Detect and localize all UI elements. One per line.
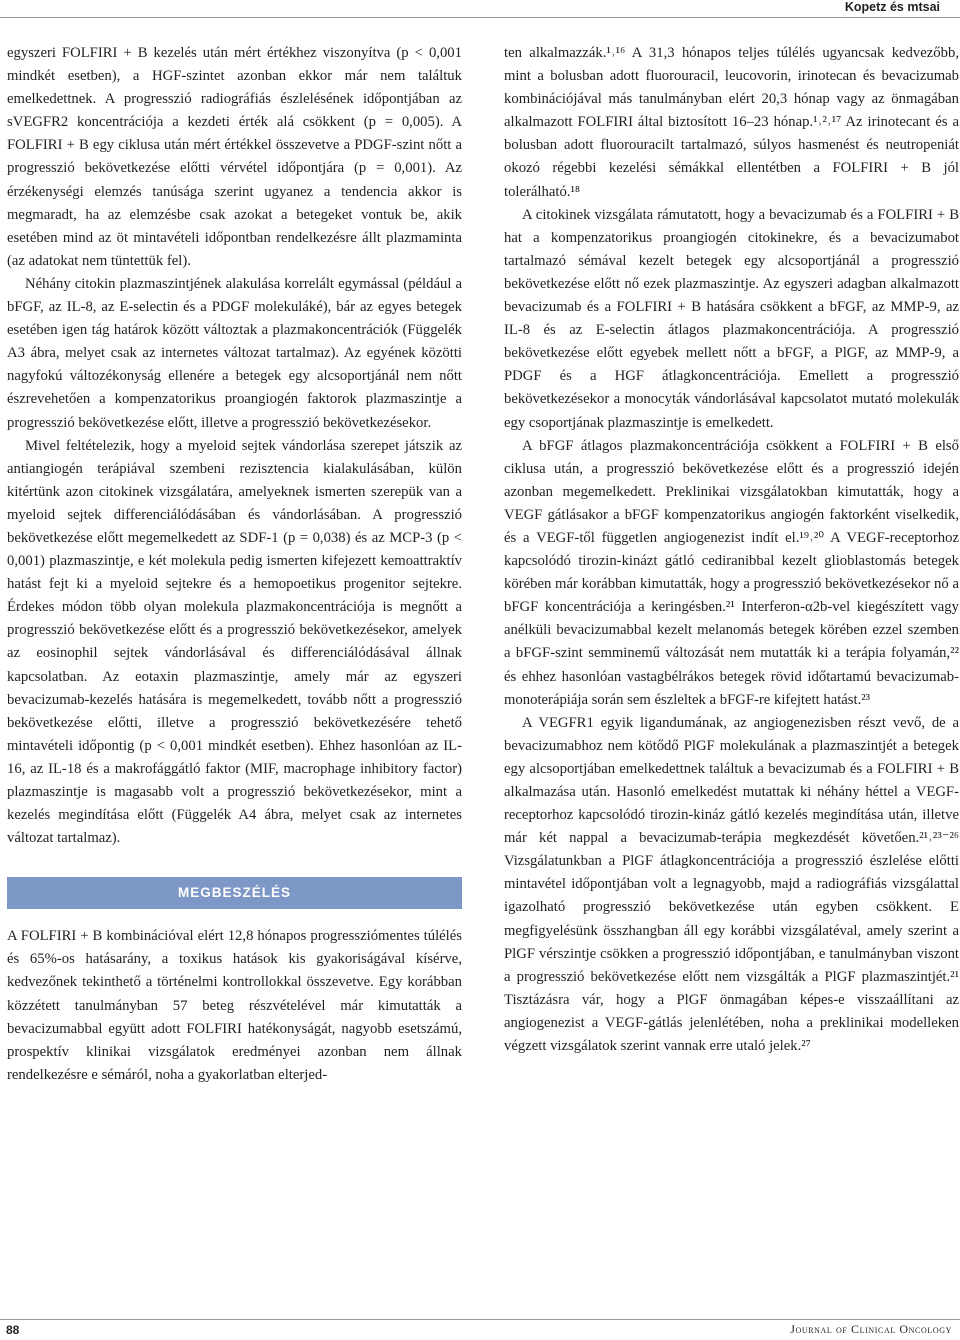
left-paragraph-4: A FOLFIRI + B kombinációval elért 12,8 hónapos progressziómentes túlélés és 65%-os hatásarány, a toxikus hatások kis gyakoriságával kísérve, kedvezőnek tekinthető a történelmi kontrollokkal összevetve. Egy korábban közzétett tanulmányban 57 beteg részvételével már kimutatták a bevacizumabbal együtt adott FOLFIRI hatékonyságát, nagyobb esetszámú, prospektív klinikai vizsgálatok eredményei azonban nem állnak rendelkezésre e sémáról, noha a gyakorlatban elterjed- <box>7 928 462 1083</box>
right-paragraph-2: A citokinek vizsgálata rámutatott, hogy a bevacizumab és a FOLFIRI + B hat a kompenzatorikus proangiogén citokinekre, és a bevacizumabot tartalmazó sémával kezelt betegek egy alcsoportjánál a progresszió bekövetkezése előtt nő ezek plazmaszintje. Az egyszeri adagban alkalmazott bevacizumab és a FOLFIRI + B hatására csökkent a bFGF, az MMP-9, az IL-8 és az E-selectin átlagos plazmakoncentrációja. A progresszió bekövetkezése előtt egyebek mellett nőtt a bFGF, a PlGF, az MMP-9, a PDGF és a HGF átlagkoncentrációja. Emellett a progresszió bekövetkezésekor a monocyták vándorlásával kapcsolatot mutató molekulák egy csoportjának plazmaszintje is emelkedett. <box>504 206 959 431</box>
section-heading-discussion: MEGBESZÉLÉS <box>7 877 462 909</box>
journal-name: Journal of Clinical Oncology <box>790 1322 952 1336</box>
running-head: Kopetz és mtsai <box>844 0 940 14</box>
left-paragraph-2: Néhány citokin plazmaszintjének alakulása korrelált egymással (például a bFGF, az IL-8, az E-selectin és a PDGF molekuláké), bár az egyes betegek esetében igen tág határok között változtak a plazmakoncentrációk (Függelék A3 ábra, melyet csak az internetes változat tartalmaz). Az egyének közötti nagyfokú változékonyság ellenére a betegek egy alcsoportjánál nem nőtt észrevehetően a kompenzatorikus proangiogén faktorok plazmaszintje a progresszió bekövetkezése előtt, illetve a progresszió bekövetkezésekor. <box>7 275 462 431</box>
right-paragraph-1: ten alkalmazzák.¹˒¹⁶ A 31,3 hónapos teljes túlélés ugyancsak kedvezőbb, mint a bolusban adott fluorouracil, leucovorin, irinotecan és bevacizumab kombinációjával más tanulmányban elért 20,3 hónap vagy az önmagában alkalmazott FOLFIRI által biztosított 16–23 hónap.¹˒²˒¹⁷ Az irinotecant és a bolusban adott fluorouracilt tartalmazó, súlyos hasmenést és neutropeniát okozó régebbi kezelési sémákkal ellentétben a FOLFIRI + B jól tolerálható.¹⁸ <box>504 45 959 200</box>
footer-divider <box>0 1319 960 1320</box>
right-column <box>504 42 959 1058</box>
left-paragraph-1: egyszeri FOLFIRI + B kezelés után mért értékhez viszonyítva (p < 0,001 mindkét esetben), a HGF-szintet azonban ekkor már nem találtuk emelkedettnek. A progresszió radiográfiás észlelésének időpontjában az sVEGFR2 koncentrációja a kezdeti érték alá csökkent (p = 0,005). A FOLFIRI + B egy ciklusa után mért értékkel összevetve a PDGF-szint nőtt a progresszió bekövetkezése előtti vérvétel időpontjára (p = 0,001). Az érzékenységi elemzés tanúsága szerint ugyanez a tendencia akkor is megmaradt, ha az elemzésbe csak azokat a betegeket vontuk be, akik esetében mind az öt mintavételi időpontban rendelkezésre állt plazmaminta (az adatokat nem tüntettük fel). <box>7 45 462 269</box>
page-number: 88 <box>6 1323 20 1337</box>
header-divider <box>0 17 960 18</box>
right-paragraph-3: A bFGF átlagos plazmakoncentrációja csökkent a FOLFIRI + B első ciklusa után, a progresszió bekövetkezése előtt és a progresszió idején azonban megemelkedett. Preklinikai vizsgálatokban kimutatták, hogy a VEGF gátlásakor a bFGF kompenzatorikus angiogén faktorként viselkedik, és a VEGF-től független angiogenezist indít el.¹⁹˒²⁰ A VEGF-receptorhoz kapcsolódó tirozin-kinázt gátló cediranibbal kezelt glioblastomás betegek körében már korábban kimutatták, hogy a progresszió bekövetkezésekor nő a bFGF koncentrációja a keringésben.²¹ Interferon-α2b-vel kiegészített vagy anélküli bevacizumabbal kezelt melanomás betegek körében ezzel szemben a bFGF-szint semminemű változását nem mutatták ki a terápia folyamán,²² és ehhez hasonlóan vastagbélrákos betegek rövid időtartamú bevacizumab-monoterápiája során sem észleltek a bFGF-re kifejtett hatást.²³ <box>504 437 959 708</box>
left-column <box>7 42 462 1087</box>
right-paragraph-4: A VEGFR1 egyik ligandumának, az angiogenezisben részt vevő, de a bevacizumabhoz nem kötődő PlGF molekulának a plazmaszintjét a betegek egy alcsoportjában emelkedettnek találtuk a bevacizumab és a FOLFIRI + B alkalmazása után. Hasonló emelkedést mutattak ki néhány héttel a VEGF-receptorhoz kapcsolódó tirozin-kináz gátló kezelés megindítása után, illetve már két nappal a bevacizumab-terápia megkezdését követően.²¹˒²³⁻²⁶ Vizsgálatunkban a PlGF átlagkoncentrációja a progresszió észlelése előtti mintavétel időpontjában volt a legnagyobb, majd a radiográfiás vizsgálattal igazolható progresszió bekövetkezése után egyben csökkent. E megfigyelésünk összhangban áll egy korábbi vizsgálatéval, amely szerint a PlGF vérszintje csökken a progresszió időpontjában, e tanulmányban viszont a progresszió bekövetkezése előtt nem vizsgálták a PlGF plazmaszintjét.²¹ Tisztázásra vár, hogy a PlGF önmagában képes-e visszaállítani az angiogenezist a VEGF-gátlás jelenlétében, noha a preklinikai modelleken végzett vizsgálatok szerint vannak erre utaló jelek.²⁷ <box>504 714 959 1055</box>
left-paragraph-3: Mivel feltételezik, hogy a myeloid sejtek vándorlása szerepet játszik az antiangiogén terápiával szembeni rezisztencia kialakulásában, külön kitértünk azon citokinek vizsgálatára, amelyeknek ismerten szerepük van a myeloid sejtek differenciálódásában és vándorlásában. A progresszió bekövetkezése előtt megemelkedett az SDF-1 (p = 0,038) és az MCP-3 (p < 0,001) plazmaszintje, e két molekula pedig ismerten kifejezett kemoattraktív hatást fejt ki a myeloid sejtekre és a hemopoetikus progenitor sejtekre. Érdekes módon több olyan molekula plazmakoncentrációja is megnőtt a progresszió bekövetkezése előtt és a progresszió bekövetkezésekor, amelyek az eosinophil sejtek vándorlásával és differenciálódásával állnak kapcsolatban. Az eotaxin plazmaszintje, amely már az egyszeri bevacizumab-kezelés hatására is megemelkedett, tovább nőtt a progresszió bekövetkezése előtti, illetve a progresszió bekövetkezésére tehető mintavételi időpontig (p < 0,001 mindkét esetben). Ehhez hasonlóan az IL-16, az IL-18 és a makrofággátló faktor (MIF, macrophage inhibitory factor) plazmaszintje is magasabb volt a progresszió bekövetkezésekor, mint a kezelés megindítása előtt (Függelék A4 ábra, melyet csak az internetes változat tartalmaz). <box>7 437 462 847</box>
